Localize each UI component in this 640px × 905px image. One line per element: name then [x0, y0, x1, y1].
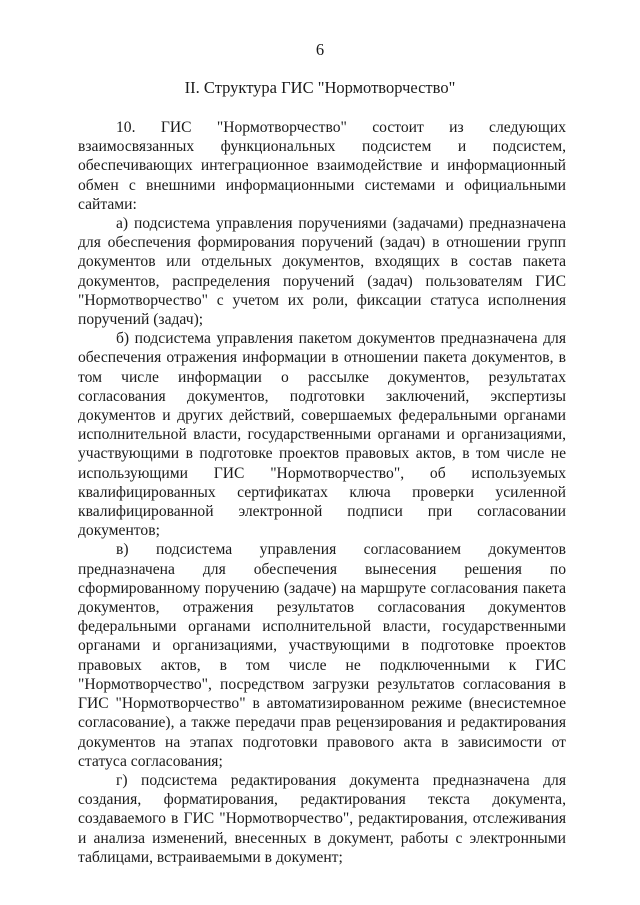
paragraph-subitem-v: в) подсистема управления согласованием документов предназначена для обеспечения вынесения решения по сформированному поручению (задаче) на маршруте согласования пакета документов, отражения результатов согласования документов федеральными органами исполнительной власти, государственными органами и организациями, участвующими в подготовке проектов правовых актов, в том числе не подключенными к ГИС "Нормотворчество", посредством загрузки результатов согласования в ГИС "Нормотворчество" в автоматизированном режиме (внесистемное согласование), а также передачи прав рецензирования и редактирования документов на этапах подготовки правового акта в зависимости от статуса согласования; [78, 541, 566, 770]
paragraph-subitem-b: б) подсистема управления пакетом документов предназначена для обеспечения отражения информации в отношении пакета документов, в том числе информации о рассылке документов, результатах согласования документов, подготовки заключений, экспертизы документов и других действий, совершаемых федеральными органами исполнительной власти, государственными органами и организациями, участвующими в подготовке проектов правовых актов, в том числе не использующими ГИС "Нормотворчество", об используемых квалифицированных сертификатах ключа проверки усиленной квалифицированной электронной подписи при согласовании документов; [78, 330, 566, 540]
document-body [78, 118, 566, 867]
section-title: II. Структура ГИС "Нормотворчество" [184, 78, 456, 97]
paragraph-subitem-a: а) подсистема управления поручениями (задачами) предназначена для обеспечения формирования поручений (задач) в отношении групп документов или отдельных документов, входящих в состав пакета документов, распределения поручений (задач) пользователям ГИС "Нормотворчество" с учетом их роли, фиксации статуса исполнения поручений (задач); [78, 215, 566, 329]
paragraph-subitem-g: г) подсистема редактирования документа предназначена для создания, форматирования, редактирования текста документа, создаваемого в ГИС "Нормотворчество", редактирования, отслеживания и анализа изменений, внесенных в документ, работы с электронными таблицами, встраиваемыми в документ; [78, 771, 566, 866]
page-number: 6 [315, 40, 325, 59]
paragraph-item-10: 10. ГИС "Нормотворчество" состоит из следующих взаимосвязанных функциональных подсистем и подсистем, обеспечивающих интеграционное взаимодействие и информационный обмен с внешними информационными системами и официальными сайтами: [78, 119, 566, 213]
